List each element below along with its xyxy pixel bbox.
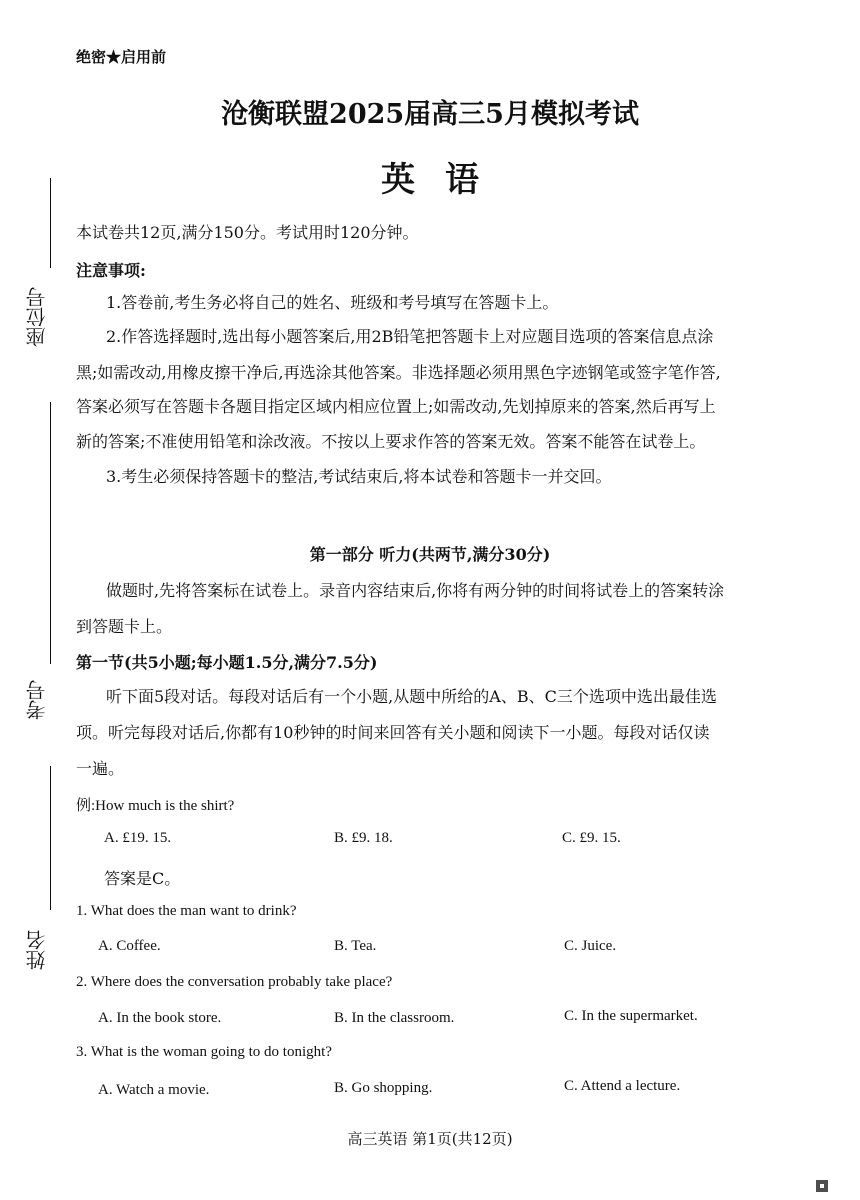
qr-code-icon [816,1180,828,1192]
part1-heading: 第一部分 听力(共两节,满分30分) [309,545,551,564]
question-1-option-b: B. Tea. [334,938,377,954]
example-question: 例:How much is the shirt? [76,798,235,814]
note-item-3: 3.考生必须保持答题卡的整洁,考试结束后,将本试卷和答题卡一并交回。 [106,467,612,486]
note-item-2-line-1: 2.作答选择题时,选出每小题答案后,用2B铅笔把答题卡上对应题目选项的答案信息点涂 [106,327,714,346]
question-2-option-b: B. In the classroom. [334,1010,455,1026]
example-option-a: A. £19. 15. [104,830,172,846]
example-answer: 答案是C。 [104,869,181,888]
question-2: 2. Where does the conversation probably take place? [76,974,393,990]
question-1-option-a: A. Coffee. [98,938,161,954]
part1-instruction-line-1: 做题时,先将答案标在试卷上。录音内容结束后,你将有两分钟的时间将试卷上的答案转涂 [106,581,725,600]
subject-title: 英语 [381,160,509,200]
exam-intro: 本试卷共12页,满分150分。考试用时120分钟。 [76,223,419,242]
exam-title: 沧衡联盟2025届高三5月模拟考试 [221,99,639,130]
note-item-2-line-2: 黑;如需改动,用橡皮擦干净后,再选涂其他答案。非选择题必须用黑色字迹钢笔或签字笔作答, [76,363,721,382]
name-label: 姓名 [25,930,49,970]
note-item-1: 1.答卷前,考生务必将自己的姓名、班级和考号填写在答题卡上。 [106,293,559,312]
confidential-label: 绝密★启用前 [76,48,167,66]
exam-number-label: 考号 [25,680,49,720]
note-item-2-line-3: 答案必须写在答题卡各题目指定区域内相应位置上;如需改动,先划掉原来的答案,然后再写上 [76,397,716,416]
section1-line-3: 一遍。 [76,759,125,778]
question-2-option-a: A. In the book store. [98,1010,222,1026]
example-option-b: B. £9. 18. [334,830,393,846]
section1-heading: 第一节(共5小题;每小题1.5分,满分7.5分) [76,653,378,672]
section1-line-1: 听下面5段对话。每段对话后有一个小题,从题中所给的A、B、C三个选项中选出最佳选 [106,687,717,706]
notes-heading: 注意事项: [76,261,146,280]
question-3-option-b: B. Go shopping. [334,1080,433,1096]
seat-number-label: 座位号 [25,287,49,347]
binding-line-top [50,178,51,268]
question-2-option-c: C. In the supermarket. [564,1008,698,1024]
section1-line-2: 项。听完每段对话后,你都有10秒钟的时间来回答有关小题和阅读下一小题。每段对话仅读 [76,723,710,742]
binding-line-mid [50,402,51,664]
example-option-c: C. £9. 15. [562,830,621,846]
part1-instruction-line-2: 到答题卡上。 [76,617,173,636]
question-1: 1. What does the man want to drink? [76,903,297,919]
question-1-option-c: C. Juice. [564,938,617,954]
page-footer: 高三英语 第1页(共12页) [347,1130,513,1148]
note-item-2-line-4: 新的答案;不准使用铅笔和涂改液。不按以上要求作答的答案无效。答案不能答在试卷上。 [76,432,706,451]
binding-line-low [50,766,51,910]
question-3: 3. What is the woman going to do tonight? [76,1044,332,1060]
question-3-option-a: A. Watch a movie. [98,1082,210,1098]
question-3-option-c: C. Attend a lecture. [564,1078,681,1094]
